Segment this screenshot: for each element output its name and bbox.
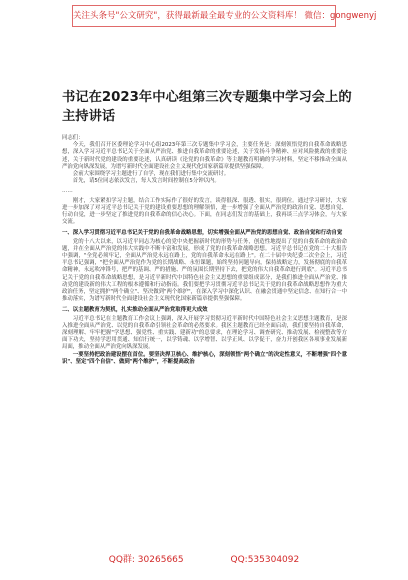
qq-group: QQ群: 30265665 (108, 555, 184, 565)
paragraph: 会前大家围绕学习主题进行了自学，现在我们进行集中交流研讨。 (72, 171, 230, 178)
section-heading-2: 二、以主题教育为契机，扎实推动全面从严治党取得更大成效 (62, 307, 208, 314)
ellipsis: …… (62, 188, 73, 195)
greeting: 同志们： (62, 135, 84, 141)
document-body (62, 135, 347, 366)
footer (0, 552, 408, 566)
paragraph: 党的十八大以来，以习近平同志为核心的党中央把握新时代的形势与任务，创造性地提出了党的自我革命的政治命题，并在全面从严治党的伟大实践中不断丰富和发展，形成了党的自我革命战略思想。习近平总书记在党的二十大报告中强调，"全党必须牢记，全面从严治党永远在路上，党的自我革命永远在路上"。在二十届中央纪委二次全会上，习近平总书记强调，"把全面从严治党作为党的长期战略、永恒课题，始终坚持问题导向，保持战略定力，发扬彻底的自我革命精神，永远吹冲锋号，把严的基调、严的措施、严的氛围长期坚持下去，把党的伟大自我革命进行到底"。习近平总书记关于党的自我革命战略思想，是习近平新时代中国特色社会主义思想的重要组成部分，是我们推进全面从严治党、推动党的建设新的伟大工程的根本遵循和行动指南。我们要把学习贯彻习近平总书记关于党的自我革命战略思想作为重大政治任务，坚定拥护"两个确立"、坚决做到"两个维护"，在深入学习中深化认识、在融会贯通中坚定信念、在知行合一中推动落实，为谱写新时代全面建设社会主义现代化国家新篇章提供坚强保障。 (62, 238, 347, 303)
paragraph: 习近平总书记在主题教育工作会议上强调，深入开展学习贯彻习近平新时代中国特色社会主义思想主题教育，是深入推进全面从严治党、以党的自我革命引领社会革命的必然要求。我区主题教育已经全面启动，我们要坚持自我革命，深刻理解、牢牢把握"学思想、强党性、重实践、建新功"的总要求，在理论学习、调查研究、推动发展、检视整改等方面下功夫，坚持学思用贯通、知信行统一，以学铸魂、以学增智、以学正风、以学促干，奋力开创我区各项事业发展新局面，推动全面从严治党向纵深发展。 (62, 315, 347, 351)
paragraph: 首先，请5位同志依次发言，每人发言时间控制在5分钟以内。 (72, 178, 220, 185)
section-heading-1: 一、深入学习贯彻习近平总书记关于党的自我革命战略思想，切实增强全面从严治党的思想自觉、政治自觉和行动自觉 (62, 230, 343, 237)
subsection-heading: 一要坚持把政治建设摆在首位。要坚决捍卫核心、维护核心，深刻领悟"两个确立"的决定性意义，不断增强"四个意识"、坚定"四个自信"、做到"两个维护"，不断提高政治 (62, 351, 347, 365)
paragraph: 今天，我们召开区委理论学习中心组2023年第三次专题集中学习会，主要任务是：深刻领悟党的自我革命战略思想，深入学习习近平总书记关于全面从严治党、推进自我革命的重要论述，关于发扬斗争精神、应对风险挑战的重要论述，关于新时代党的建设的重要论述，认真研读《论党的自我革命》等主题教育明确的学习材料，坚定不移推动全面从严治党向纵深发展，为谱写新时代全面建设社会主义现代化国家新篇章提供坚强保障。 (62, 142, 347, 170)
page-title: 书记在2023年中心组第三次专题集中学习会上的主持讲话 (62, 90, 352, 124)
header-banner: 关注头条号"公文研究"，获得最新最全最专业的公文资料库！ 微信：gongwenyj (72, 5, 336, 27)
qq-number: QQ:535304092 (230, 555, 300, 565)
paragraph: 刚才，大家紧扣学习主题，结合工作实际作了很好的发言，谈得很深、很透、很实，很到位。通过学习研讨，大家进一步加深了对习近平总书记关于党的建设重要思想的理解领悟，进一步增强了全面从严治党的政治自觉、思想自觉、行动自觉，进一步坚定了推进党的自我革命的信心决心。下面，在同志们发言的基础上，我再谈三点学习体会，与大家交流。 (62, 197, 347, 226)
